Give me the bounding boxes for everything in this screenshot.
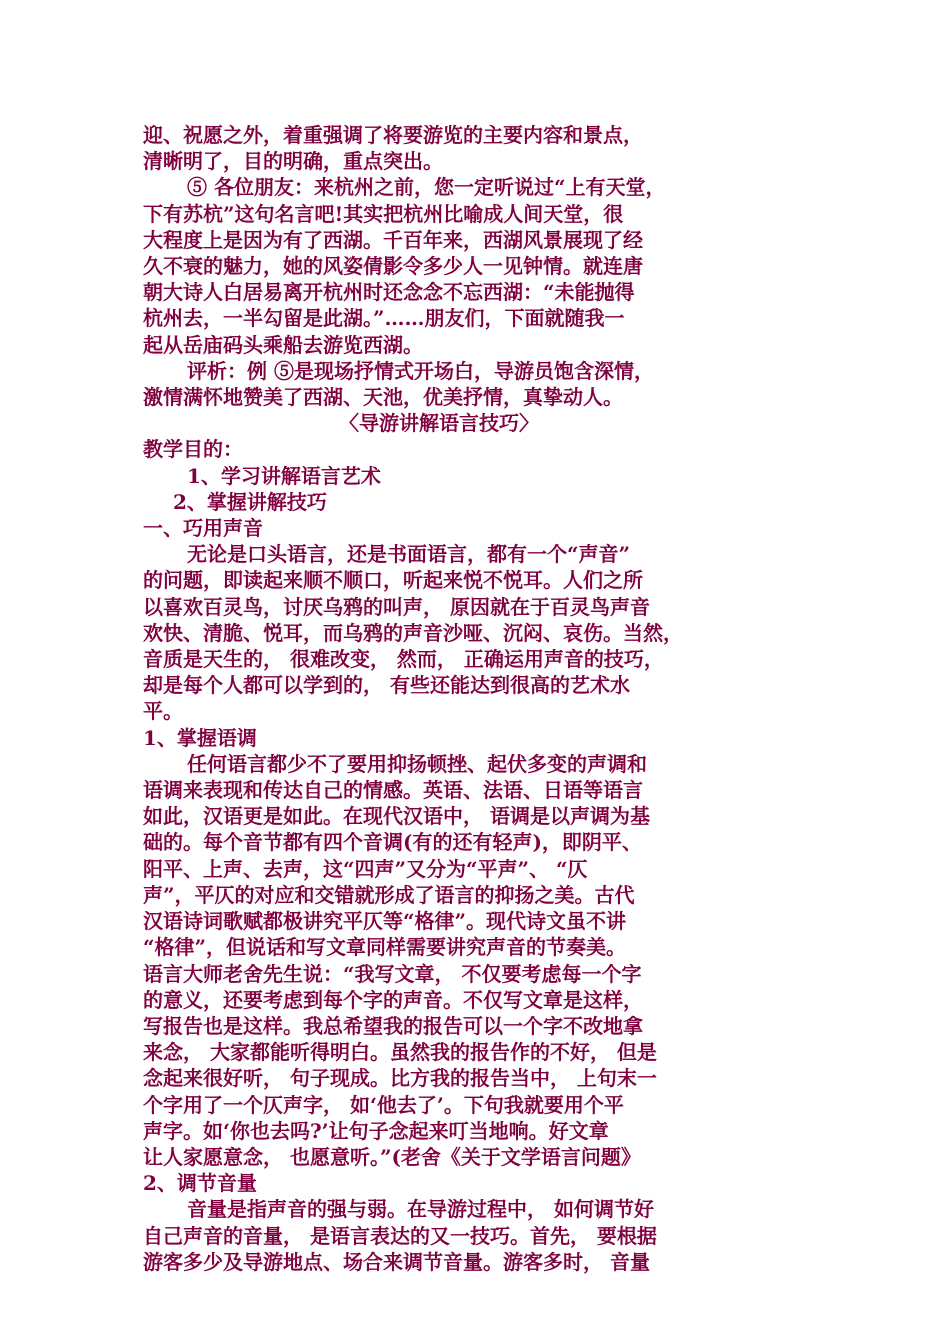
text-line: 如此，汉语更是如此。在现代汉语中， 语调是以声调为基 xyxy=(143,804,650,829)
text-line: 念起来很好听， 句子现成。比方我的报告当中， 上句末一 xyxy=(143,1066,657,1091)
text-line: 清晰明了，目的明确，重点突出。 xyxy=(143,149,443,174)
text-line: 起从岳庙码头乘船去游览西湖。 xyxy=(143,332,423,357)
text-line: “格律”，但说话和写文章同样需要讲究声音的节奏美。 xyxy=(143,935,627,960)
text-line: 无论是口头语言，还是书面语言，都有一个“声音” xyxy=(187,542,631,567)
text-line: 的问题，即读起来顺不顺口，听起来悦不悦耳。人们之所 xyxy=(143,568,643,593)
text-line: 久不衰的魅力，她的风姿倩影令多少人一见钟情。就连唐 xyxy=(143,254,643,279)
text-line: 声字。如‘你也去吗?’让句子念起来叮当地响。好文章 xyxy=(143,1118,609,1143)
text-line: 让人家愿意念， 也愿意听。”(老舍《关于文学语言问题》 xyxy=(143,1144,641,1169)
text-line: 汉语诗词歌赋都极讲究平仄等“格律”。现代诗文虽不讲 xyxy=(143,909,627,934)
text-line: 阳平、上声、去声，这“四声”又分为“平声”、 “仄 xyxy=(143,856,588,881)
text-line: 语言大师老舍先生说：“我写文章， 不仅要考虑每一个字 xyxy=(143,961,642,986)
text-line: 平。 xyxy=(143,699,183,724)
text-line: 杭州去，一半勾留是此湖。”……朋友们，下面就随我一 xyxy=(143,306,625,331)
section-title: 〈导游讲解语言技巧〉 xyxy=(339,411,539,436)
text-line: 激情满怀地赞美了西湖、天池，优美抒情，真挚动人。 xyxy=(143,385,623,410)
text-line: 评析：例 ⑤是现场抒情式开场白，导游员饱含深情， xyxy=(187,358,654,383)
text-line: 语调来表现和传达自己的情感。英语、法语、日语等语言 xyxy=(143,778,643,803)
text-line: 的意义，还要考虑到每个字的声音。不仅写文章是这样， xyxy=(143,987,643,1012)
text-line: 游客多少及导游地点、场合来调节音量。游客多时， 音量 xyxy=(143,1249,650,1274)
text-line: 下有苏杭”这句名言吧!其实把杭州比喻成人间天堂，很 xyxy=(143,201,624,226)
text-line: 以喜欢百灵鸟，讨厌乌鸦的叫声， 原因就在于百灵鸟声音 xyxy=(143,594,650,619)
text-line: 声”，平仄的对应和交错就形成了语言的抑扬之美。古代 xyxy=(143,882,635,907)
list-item: 1、学习讲解语言艺术 xyxy=(187,463,381,488)
text-line: 自己声音的音量， 是语言表达的又一技巧。首先， 要根据 xyxy=(143,1223,657,1248)
heading: 一、巧用声音 xyxy=(143,516,263,541)
heading: 2、调节音量 xyxy=(143,1171,257,1196)
list-item: 2、掌握讲解技巧 xyxy=(173,489,327,514)
text-line: 大程度上是因为有了西湖。千百年来，西湖风景展现了经 xyxy=(143,227,643,252)
text-line: 却是每个人都可以学到的， 有些还能达到很高的艺术水 xyxy=(143,673,630,698)
heading: 教学目的： xyxy=(143,437,243,462)
text-line: 音质是天生的， 很难改变， 然而， 正确运用声音的技巧， xyxy=(143,647,664,672)
text-line: 写报告也是这样。我总希望我的报告可以一个字不改地拿 xyxy=(143,1013,643,1038)
document-body xyxy=(143,122,703,1275)
text-line: 础的。每个音节都有四个音调(有的还有轻声)，即阴平、 xyxy=(143,830,642,855)
text-line: 个字用了一个仄声字， 如‘他去了’。下句我就要用个平 xyxy=(143,1092,624,1117)
text-line: 迎、祝愿之外，着重强调了将要游览的主要内容和景点， xyxy=(143,123,643,147)
text-line: 任何语言都少不了要用抑扬顿挫、起伏多变的声调和 xyxy=(187,751,647,776)
text-line: 来念， 大家都能听得明白。虽然我的报告作的不好， 但是 xyxy=(143,1040,657,1065)
text-line: ⑤ 各位朋友：来杭州之前，您一定听说过“上有天堂， xyxy=(187,175,666,200)
text-line: 欢快、清脆、悦耳，而乌鸦的声音沙哑、沉闷、哀伤。当然， xyxy=(143,620,683,645)
text-line: 朝大诗人白居易离开杭州时还念念不忘西湖：“未能抛得 xyxy=(143,280,635,305)
heading: 1、掌握语调 xyxy=(143,725,257,750)
text-line: 音量是指声音的强与弱。在导游过程中， 如何调节好 xyxy=(187,1197,654,1222)
